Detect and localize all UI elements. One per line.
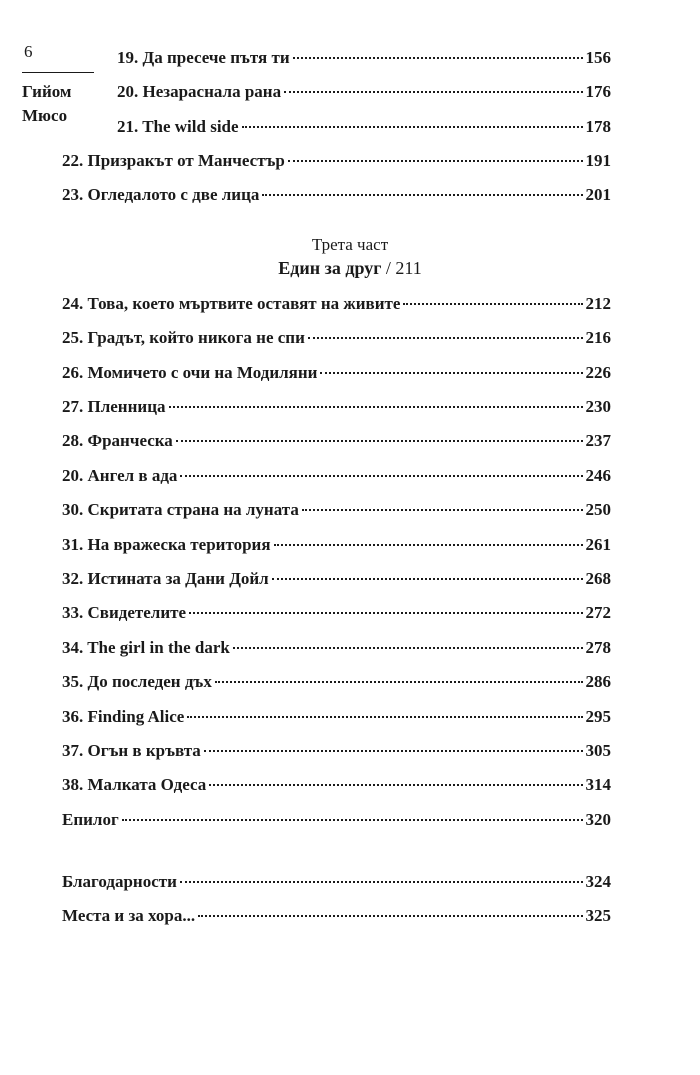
dot-leader — [272, 578, 583, 580]
toc-entry-page: 212 — [585, 294, 611, 313]
toc-entry[interactable] — [62, 464, 611, 488]
toc-entry-page: 261 — [585, 535, 611, 554]
dot-leader — [122, 819, 583, 821]
toc-entry[interactable] — [62, 904, 611, 928]
dot-leader — [403, 303, 582, 305]
dot-leader — [302, 509, 583, 511]
toc-entry[interactable] — [117, 80, 611, 104]
toc-entry[interactable] — [62, 773, 611, 797]
toc-entry[interactable] — [62, 870, 611, 894]
toc-entry[interactable] — [62, 498, 611, 522]
toc-entry-page: 176 — [585, 82, 611, 101]
toc-entry-page: 286 — [585, 672, 611, 691]
toc-entry-title: 21. The wild side — [117, 117, 239, 136]
dot-leader — [187, 716, 582, 718]
dot-leader — [169, 406, 583, 408]
toc-entry-title: Епилог — [62, 810, 119, 829]
author-last-name: Мюсо — [22, 106, 68, 125]
part-title-page: / 211 — [385, 258, 422, 278]
dot-leader — [189, 612, 582, 614]
dot-leader — [180, 881, 583, 883]
dot-leader — [320, 372, 582, 374]
toc-entry-page: 320 — [585, 810, 611, 829]
header-divider — [22, 72, 94, 73]
dot-leader — [209, 784, 582, 786]
toc-entry-page: 178 — [585, 117, 611, 136]
toc-entry[interactable] — [117, 46, 611, 70]
dot-leader — [274, 544, 583, 546]
toc-entry-title: 19. Да пресече пътя ти — [117, 48, 290, 67]
dot-leader — [242, 126, 583, 128]
toc-entry-page: 325 — [585, 906, 611, 925]
toc-entry-page: 305 — [585, 741, 611, 760]
toc-entry[interactable] — [62, 705, 611, 729]
toc-entry[interactable] — [62, 326, 611, 350]
toc-entry[interactable] — [62, 292, 611, 316]
part-title-text: Един за друг — [278, 258, 382, 278]
toc-entry-page: 246 — [585, 466, 611, 485]
toc-entry-page: 230 — [585, 397, 611, 416]
toc-entry-title: 34. The girl in the dark — [62, 638, 230, 657]
toc-entry-title: Благодарности — [62, 872, 177, 891]
toc-entry[interactable] — [62, 429, 611, 453]
dot-leader — [288, 160, 583, 162]
toc-entry-page: 272 — [585, 603, 611, 622]
toc-entry-page: 201 — [585, 185, 611, 204]
toc-entry-title: 27. Пленница — [62, 397, 166, 416]
toc-entry[interactable] — [62, 636, 611, 660]
part-title — [0, 258, 700, 279]
toc-entry[interactable] — [62, 395, 611, 419]
author-name — [22, 80, 72, 128]
toc-entry-title: 35. До последен дъх — [62, 672, 212, 691]
toc-entry-page: 216 — [585, 328, 611, 347]
toc-entry[interactable] — [62, 808, 611, 832]
toc-entry-title: 25. Градът, който никога не спи — [62, 328, 305, 347]
toc-entry-title: 38. Малката Одеса — [62, 775, 207, 794]
toc-entry[interactable] — [62, 670, 611, 694]
dot-leader — [284, 91, 582, 93]
toc-entry-page: 226 — [585, 363, 611, 382]
dot-leader — [262, 194, 582, 196]
toc-entry-page: 314 — [585, 775, 611, 794]
toc-entry-title: 37. Огън в кръвта — [62, 741, 201, 760]
toc-entry[interactable] — [62, 601, 611, 625]
toc-entry[interactable] — [62, 739, 611, 763]
dot-leader — [233, 647, 583, 649]
toc-entry-title: Места и за хора... — [62, 906, 196, 925]
dot-leader — [198, 915, 582, 917]
toc-entry-page: 156 — [585, 48, 611, 67]
toc-entry-title: 36. Finding Alice — [62, 707, 185, 726]
toc-entry-page: 324 — [585, 872, 611, 891]
dot-leader — [308, 337, 583, 339]
dot-leader — [215, 681, 583, 683]
toc-entry-title: 31. На вражеска територия — [62, 535, 271, 554]
toc-entry[interactable] — [62, 567, 611, 591]
toc-entry-title: 32. Истината за Дани Дойл — [62, 569, 269, 588]
toc-entry-page: 191 — [585, 151, 611, 170]
part-label: Трета част — [311, 235, 389, 254]
toc-entry-title: 24. Това, което мъртвите оставят на живите — [62, 294, 401, 313]
toc-entry-title: 20. Ангел в ада — [62, 466, 178, 485]
dot-leader — [180, 475, 582, 477]
toc-entry[interactable] — [62, 533, 611, 557]
toc-entry-title: 28. Франческа — [62, 431, 173, 450]
toc-entry-title: 22. Призракът от Манчестър — [62, 151, 285, 170]
toc-entry-title: 20. Незараснала рана — [117, 82, 282, 101]
dot-leader — [204, 750, 583, 752]
toc-entry[interactable] — [62, 183, 611, 207]
dot-leader — [176, 440, 583, 442]
toc-entry[interactable] — [62, 361, 611, 385]
toc-entry-page: 278 — [585, 638, 611, 657]
toc-entry-page: 268 — [585, 569, 611, 588]
toc-entry-page: 295 — [585, 707, 611, 726]
toc-entry-title: 23. Огледалото с две лица — [62, 185, 260, 204]
toc-entry-title: 26. Момичето с очи на Модиляни — [62, 363, 318, 382]
toc-entry-title: 30. Скритата страна на луната — [62, 500, 299, 519]
toc-entry-page: 250 — [585, 500, 611, 519]
toc-entry-page: 237 — [585, 431, 611, 450]
toc-entry[interactable] — [62, 149, 611, 173]
toc-entry-title: 33. Свидетелите — [62, 603, 187, 622]
page-number: 6 — [24, 42, 33, 61]
toc-entry[interactable] — [117, 115, 611, 139]
author-first-name: Гийом — [22, 82, 72, 101]
dot-leader — [293, 57, 583, 59]
